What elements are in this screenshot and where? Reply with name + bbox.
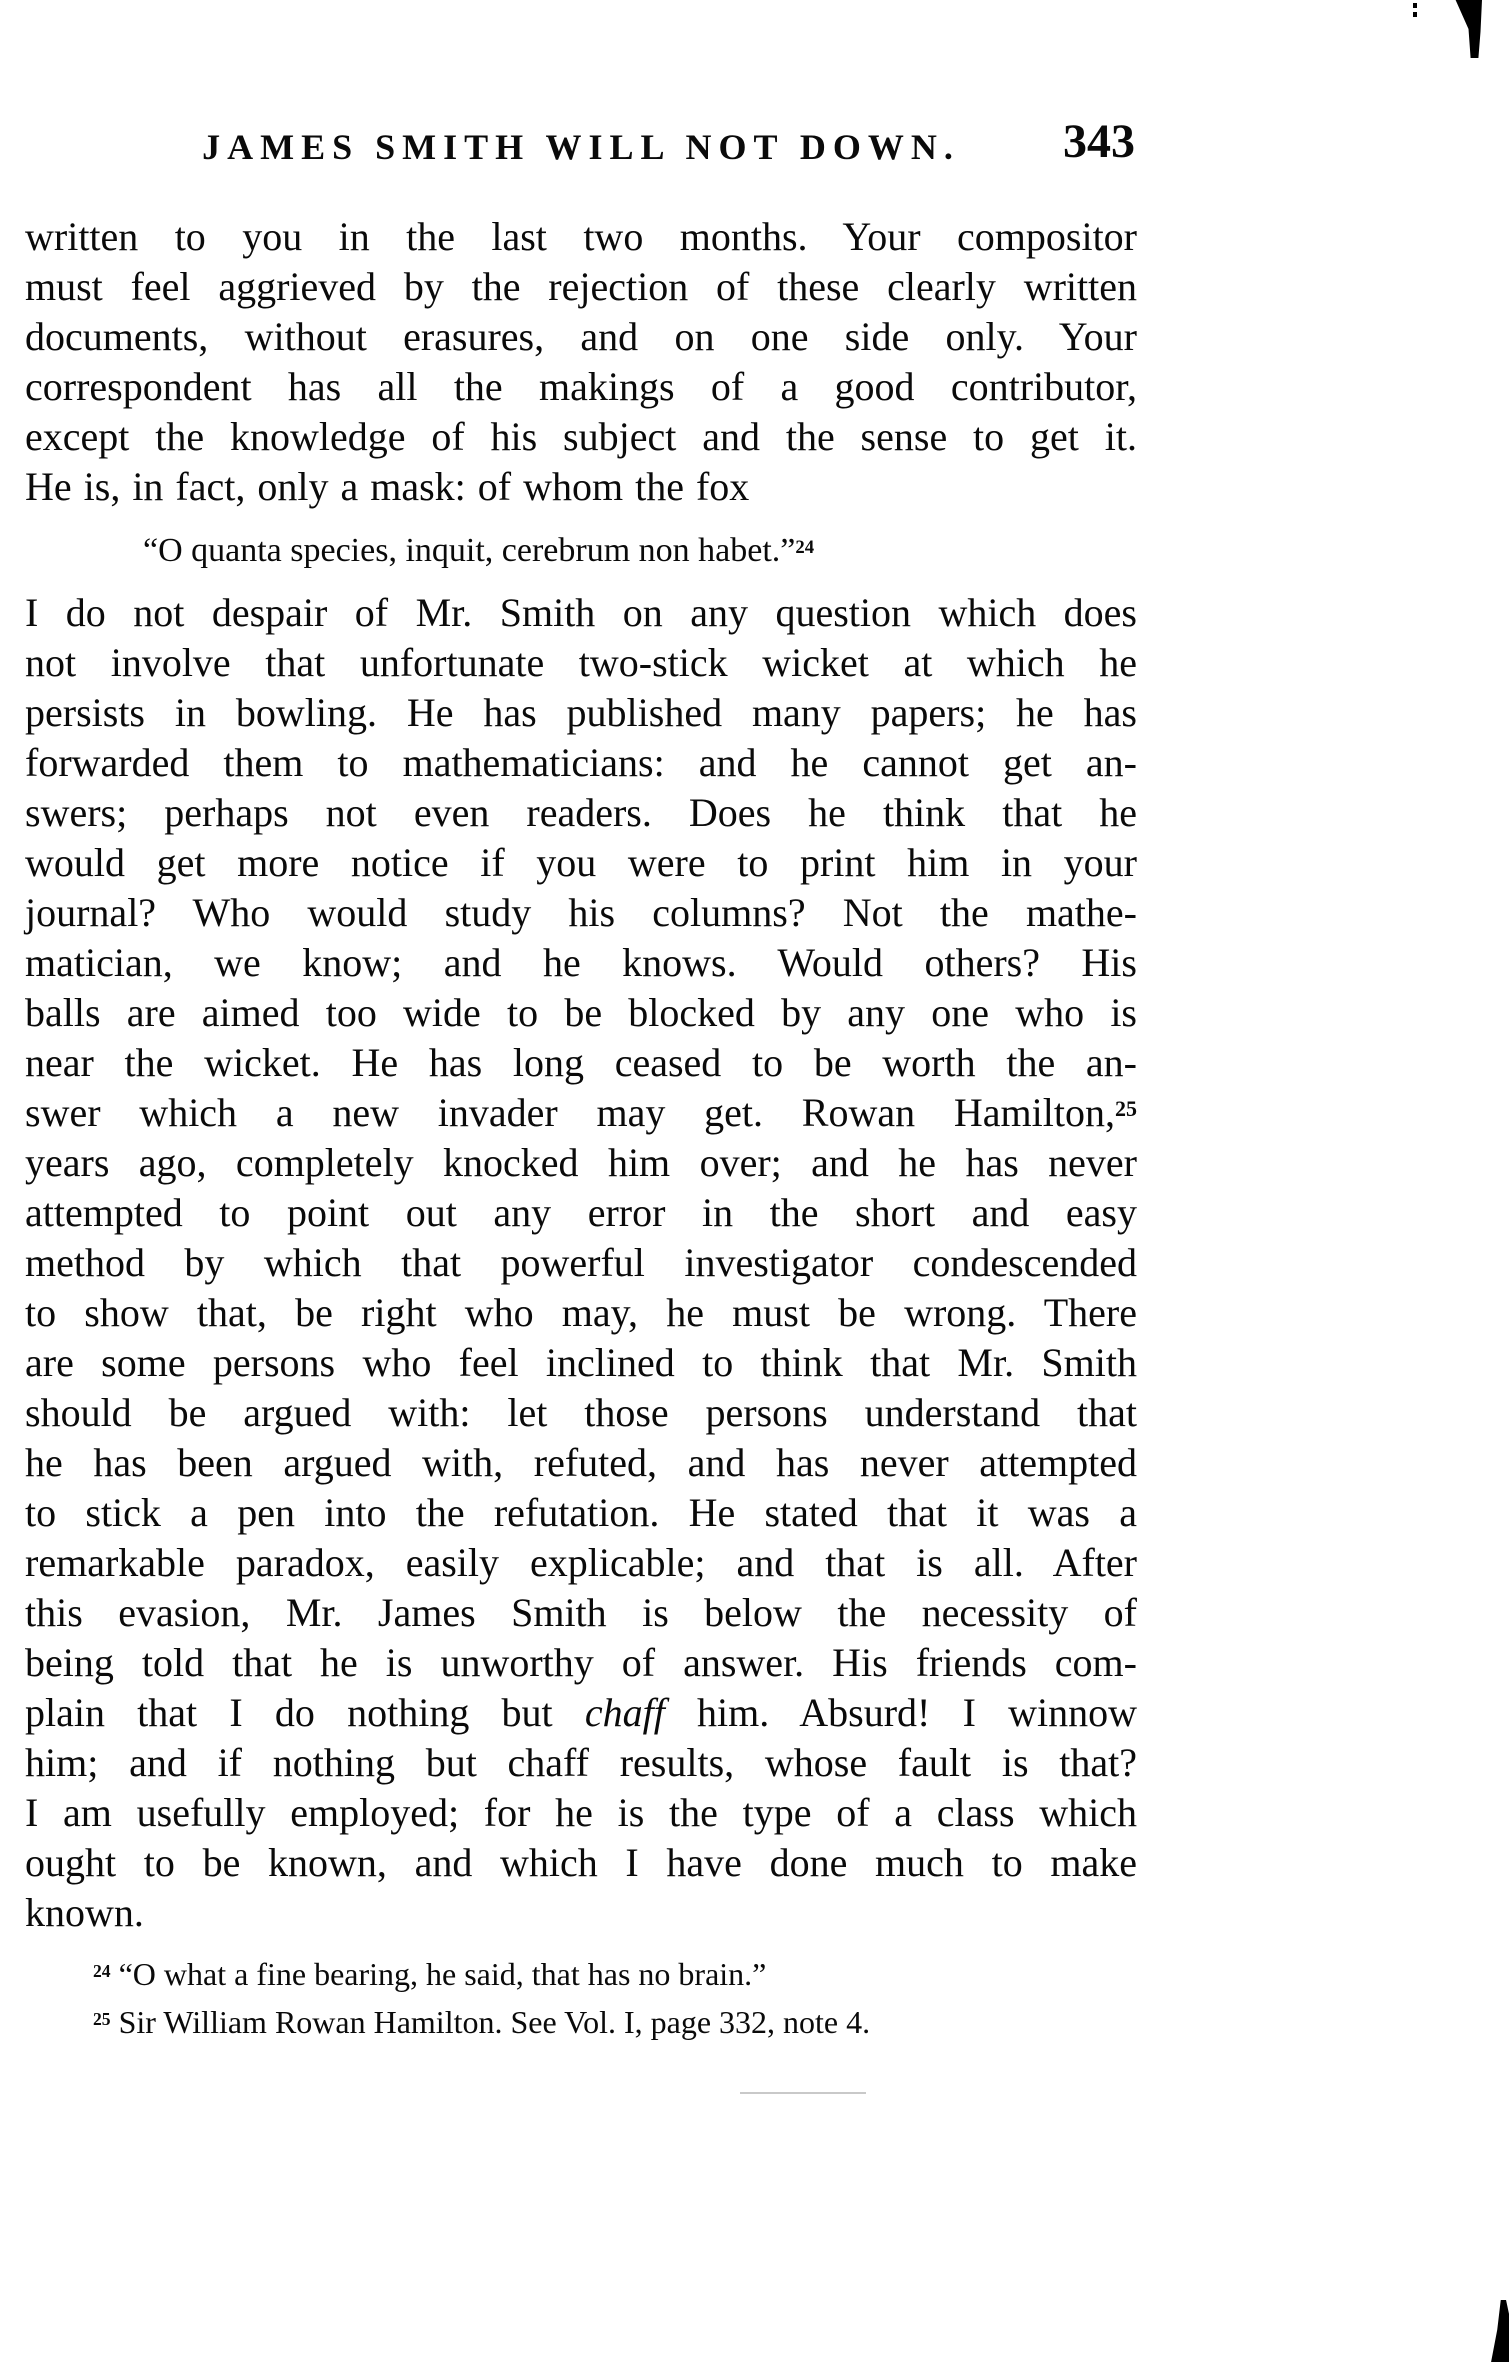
text-segment: written to you in the last two months. Your compositor	[25, 214, 1137, 259]
text-line	[25, 1138, 1137, 1188]
text-line	[25, 1438, 1137, 1488]
paragraph-2	[25, 588, 1137, 1938]
footnote-reference: 24	[93, 1961, 111, 1982]
text-segment: are some persons who feel inclined to think that Mr. Smith	[25, 1340, 1137, 1385]
footnote-reference: 25	[93, 2009, 111, 2030]
running-title: JAMES SMITH WILL NOT DOWN.	[202, 127, 960, 167]
text-segment: to stick a pen into the refutation. He stated that it was a	[25, 1490, 1137, 1535]
text-line	[25, 988, 1137, 1038]
footnote-reference: 25	[1115, 1096, 1137, 1122]
faint-scan-line	[740, 2092, 866, 2094]
text-line	[25, 1688, 1137, 1738]
text-line	[25, 1788, 1137, 1838]
text-line	[25, 888, 1137, 938]
text-line	[25, 938, 1137, 988]
footnotes	[25, 1950, 1137, 2046]
text-line	[25, 738, 1137, 788]
text-segment: known.	[25, 1890, 144, 1935]
text-line	[25, 688, 1137, 738]
text-line	[25, 312, 1137, 362]
text-block	[25, 115, 1137, 2046]
text-segment: he has been argued with, refuted, and has never attempted	[25, 1440, 1137, 1485]
text-segment: documents, without erasures, and on one side only. Your	[25, 314, 1137, 359]
text-line	[25, 1888, 1137, 1938]
text-line	[25, 1088, 1137, 1138]
text-line	[25, 788, 1137, 838]
text-segment: him. Absurd! I winnow	[664, 1690, 1137, 1735]
text-line	[25, 1188, 1137, 1238]
text-segment: would get more notice if you were to print him in your	[25, 840, 1137, 885]
text-segment: years ago, completely knocked him over; and he has never	[25, 1140, 1137, 1185]
text-segment: being told that he is unworthy of answer. His friends com-	[25, 1640, 1137, 1685]
text-segment: “O quanta species, inquit, cerebrum non habet.”	[143, 532, 796, 569]
paragraph-1	[25, 212, 1137, 512]
text-line	[25, 1288, 1137, 1338]
text-segment: chaff	[584, 1690, 665, 1735]
text-segment: to show that, be right who may, he must be wrong. There	[25, 1290, 1137, 1335]
text-segment: method by which that powerful investigator condescended	[25, 1240, 1137, 1285]
text-segment: should be argued with: let those persons understand that	[25, 1390, 1137, 1435]
page-number: 343	[1063, 115, 1135, 168]
text-line	[25, 838, 1137, 888]
text-segment: swers; perhaps not even readers. Does he think that he	[25, 790, 1137, 835]
text-line	[25, 212, 1137, 262]
text-segment: correspondent has all the makings of a good contributor,	[25, 364, 1137, 409]
text-segment: this evasion, Mr. James Smith is below the necessity of	[25, 1590, 1137, 1635]
text-line	[25, 362, 1137, 412]
text-segment: remarkable paradox, easily explicable; and that is all. After	[25, 1540, 1137, 1585]
text-segment: near the wicket. He has long ceased to be worth the an-	[25, 1040, 1137, 1085]
text-line	[25, 1488, 1137, 1538]
page-header	[25, 115, 1137, 170]
text-segment: I do not despair of Mr. Smith on any question which does	[25, 590, 1137, 635]
text-segment: except the knowledge of his subject and the sense to get it.	[25, 414, 1137, 459]
text-line	[25, 1838, 1137, 1888]
latin-quote	[143, 528, 1137, 574]
text-line	[25, 1638, 1137, 1688]
ink-mark-top-right	[1452, 0, 1482, 58]
text-segment: matician, we know; and he knows. Would others? His	[25, 940, 1137, 985]
text-line	[25, 638, 1137, 688]
text-line	[25, 262, 1137, 312]
text-segment: Sir William Rowan Hamilton. See Vol. I, page 332, note 4.	[110, 2004, 871, 2040]
text-segment: I am usefully employed; for he is the type of a class which	[25, 1790, 1137, 1835]
text-segment: ought to be known, and which I have done much to make	[25, 1840, 1137, 1885]
text-segment: swer which a new invader may get. Rowan Hamilton,	[25, 1090, 1115, 1135]
text-line	[25, 588, 1137, 638]
footnote	[25, 1950, 1137, 1998]
text-line	[25, 1388, 1137, 1438]
text-segment: plain that I do nothing but	[25, 1690, 585, 1735]
text-line	[25, 1038, 1137, 1088]
text-segment: not involve that unfortunate two-stick wicket at which he	[25, 640, 1137, 685]
text-line	[25, 1338, 1137, 1388]
text-segment: “O what a fine bearing, he said, that has no brain.”	[110, 1956, 767, 1992]
text-line	[25, 462, 1137, 512]
text-segment: journal? Who would study his columns? Not the mathe-	[25, 890, 1137, 935]
text-segment: balls are aimed too wide to be blocked by any one who is	[25, 990, 1137, 1035]
text-segment: forwarded them to mathematicians: and he cannot get an-	[25, 740, 1137, 785]
footnote-reference: 24	[795, 536, 815, 558]
footnote	[25, 1998, 1137, 2046]
text-line	[25, 1538, 1137, 1588]
text-line	[25, 1738, 1137, 1788]
text-segment: him; and if nothing but chaff results, whose fault is that?	[25, 1740, 1137, 1785]
ink-mark-bottom-right	[1488, 2300, 1509, 2362]
text-line	[25, 412, 1137, 462]
text-segment: He is, in fact, only a mask: of whom the fox	[25, 464, 750, 509]
text-segment: must feel aggrieved by the rejection of these clearly written	[25, 264, 1137, 309]
text-line	[25, 1238, 1137, 1288]
quote-block	[143, 528, 1137, 574]
text-line	[25, 1588, 1137, 1638]
text-segment: attempted to point out any error in the short and easy	[25, 1190, 1137, 1235]
text-segment: persists in bowling. He has published many papers; he has	[25, 690, 1137, 735]
ink-speck-top	[1413, 3, 1417, 8]
